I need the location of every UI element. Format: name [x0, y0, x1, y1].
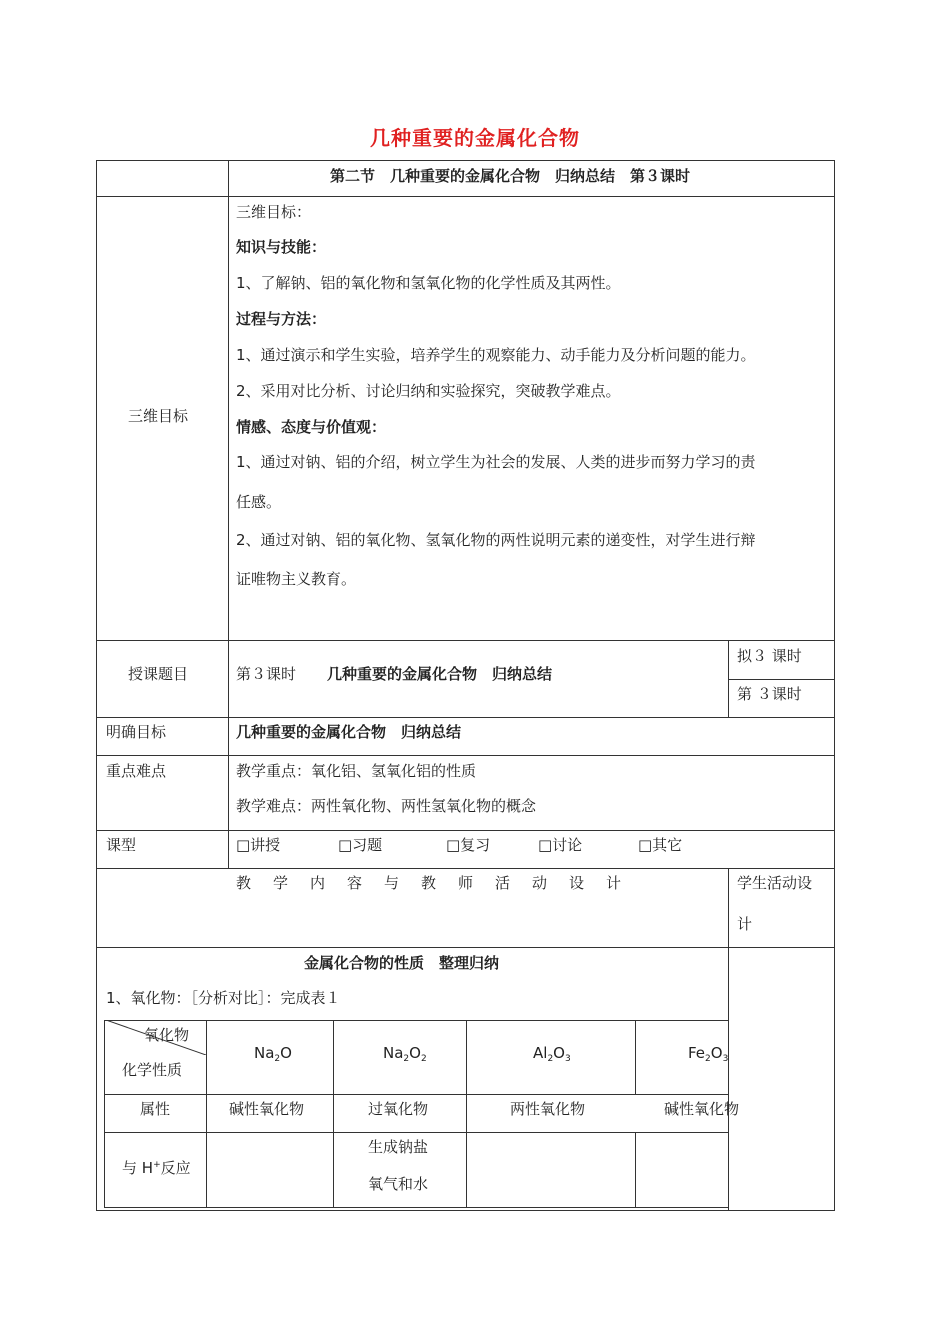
col-fe2o3: $Fe_2O_3$ [688, 1044, 729, 1064]
cell-property-al2o3: 两性氧化物 [510, 1100, 586, 1118]
lesson-type-discussion[interactable]: □讨论 [538, 836, 583, 854]
lesson-type-lecture[interactable]: □讲授 [236, 836, 281, 854]
col-al2o3: $Al_2O_3$ [533, 1044, 571, 1064]
cell-acid-na2o2-b: 氧气和水 [368, 1175, 429, 1193]
section-header: 第二节 几种重要的金属化合物 归纳总结 第３课时 [330, 167, 691, 185]
process-item-1: 1、通过演示和学生实验，培养学生的观察能力、动手能力及分析问题的能力。 [236, 346, 756, 364]
col-na2o: $Na_2O$ [254, 1044, 292, 1064]
cell-property-fe2o3: 碱性氧化物 [664, 1100, 740, 1118]
goals-label: 三维目标 [128, 407, 189, 425]
emotion-item-2a: 2、通过对钠、铝的氧化物、氢氧化物的两性说明元素的递变性，对学生进行辩 [236, 531, 756, 549]
key-points-label: 重点难点 [106, 762, 167, 780]
row-acid-label: 与 H+反应 [122, 1159, 191, 1177]
design-heading: 教学内容与教师活动设计 [236, 874, 644, 892]
row-property-label: 属性 [140, 1100, 171, 1118]
lesson-type-exercise[interactable]: □习题 [338, 836, 383, 854]
emotion-heading: 情感、态度与价值观： [236, 418, 387, 436]
process-heading: 过程与方法： [236, 310, 327, 328]
goals-heading: 三维目标： [236, 203, 312, 221]
oxides-intro: 1、氧化物：［分析对比］：完成表１ [106, 989, 341, 1007]
cell-property-na2o: 碱性氧化物 [229, 1100, 305, 1118]
cell-property-na2o2: 过氧化物 [368, 1100, 429, 1118]
current-period: 第 ３课时 [737, 685, 802, 703]
student-activity-heading-b: 计 [737, 915, 753, 933]
planned-periods: 拟３ 课时 [737, 647, 802, 665]
lesson-type-review[interactable]: □复习 [446, 836, 491, 854]
cell-acid-na2o2-a: 生成钠盐 [368, 1138, 429, 1156]
content-heading: 金属化合物的性质 整理归纳 [304, 954, 500, 972]
corner-property-label: 化学性质 [122, 1061, 183, 1079]
objective-value: 几种重要的金属化合物 归纳总结 [236, 723, 462, 741]
lesson-type-other[interactable]: □其它 [638, 836, 683, 854]
page-title: 几种重要的金属化合物 [370, 126, 580, 150]
emotion-item-2b: 证唯物主义教育。 [236, 570, 357, 588]
corner-oxide-label: 氧化物 [144, 1026, 190, 1044]
lesson-period: 第３课时 [236, 665, 297, 683]
lesson-type-label: 课型 [106, 836, 137, 854]
teaching-focus: 教学重点：氧化铝、氢氧化铝的性质 [236, 762, 477, 780]
col-na2o2: $Na_2O_2$ [383, 1044, 427, 1064]
process-item-2: 2、采用对比分析、讨论归纳和实验探究，突破教学难点。 [236, 382, 621, 400]
student-activity-heading-a: 学生活动设 [737, 874, 813, 892]
lesson-topic: 几种重要的金属化合物 归纳总结 [327, 665, 553, 683]
lesson-label: 授课题目 [128, 665, 189, 683]
teaching-difficulty: 教学难点：两性氧化物、两性氢氧化物的概念 [236, 797, 537, 815]
knowledge-heading: 知识与技能： [236, 238, 327, 256]
knowledge-item-1: 1、了解钠、铝的氧化物和氢氧化物的化学性质及其两性。 [236, 274, 621, 292]
objective-label: 明确目标 [106, 723, 167, 741]
emotion-item-1a: 1、通过对钠、铝的介绍，树立学生为社会的发展、人类的进步而努力学习的责 [236, 453, 756, 471]
emotion-item-1b: 任感。 [236, 493, 282, 511]
